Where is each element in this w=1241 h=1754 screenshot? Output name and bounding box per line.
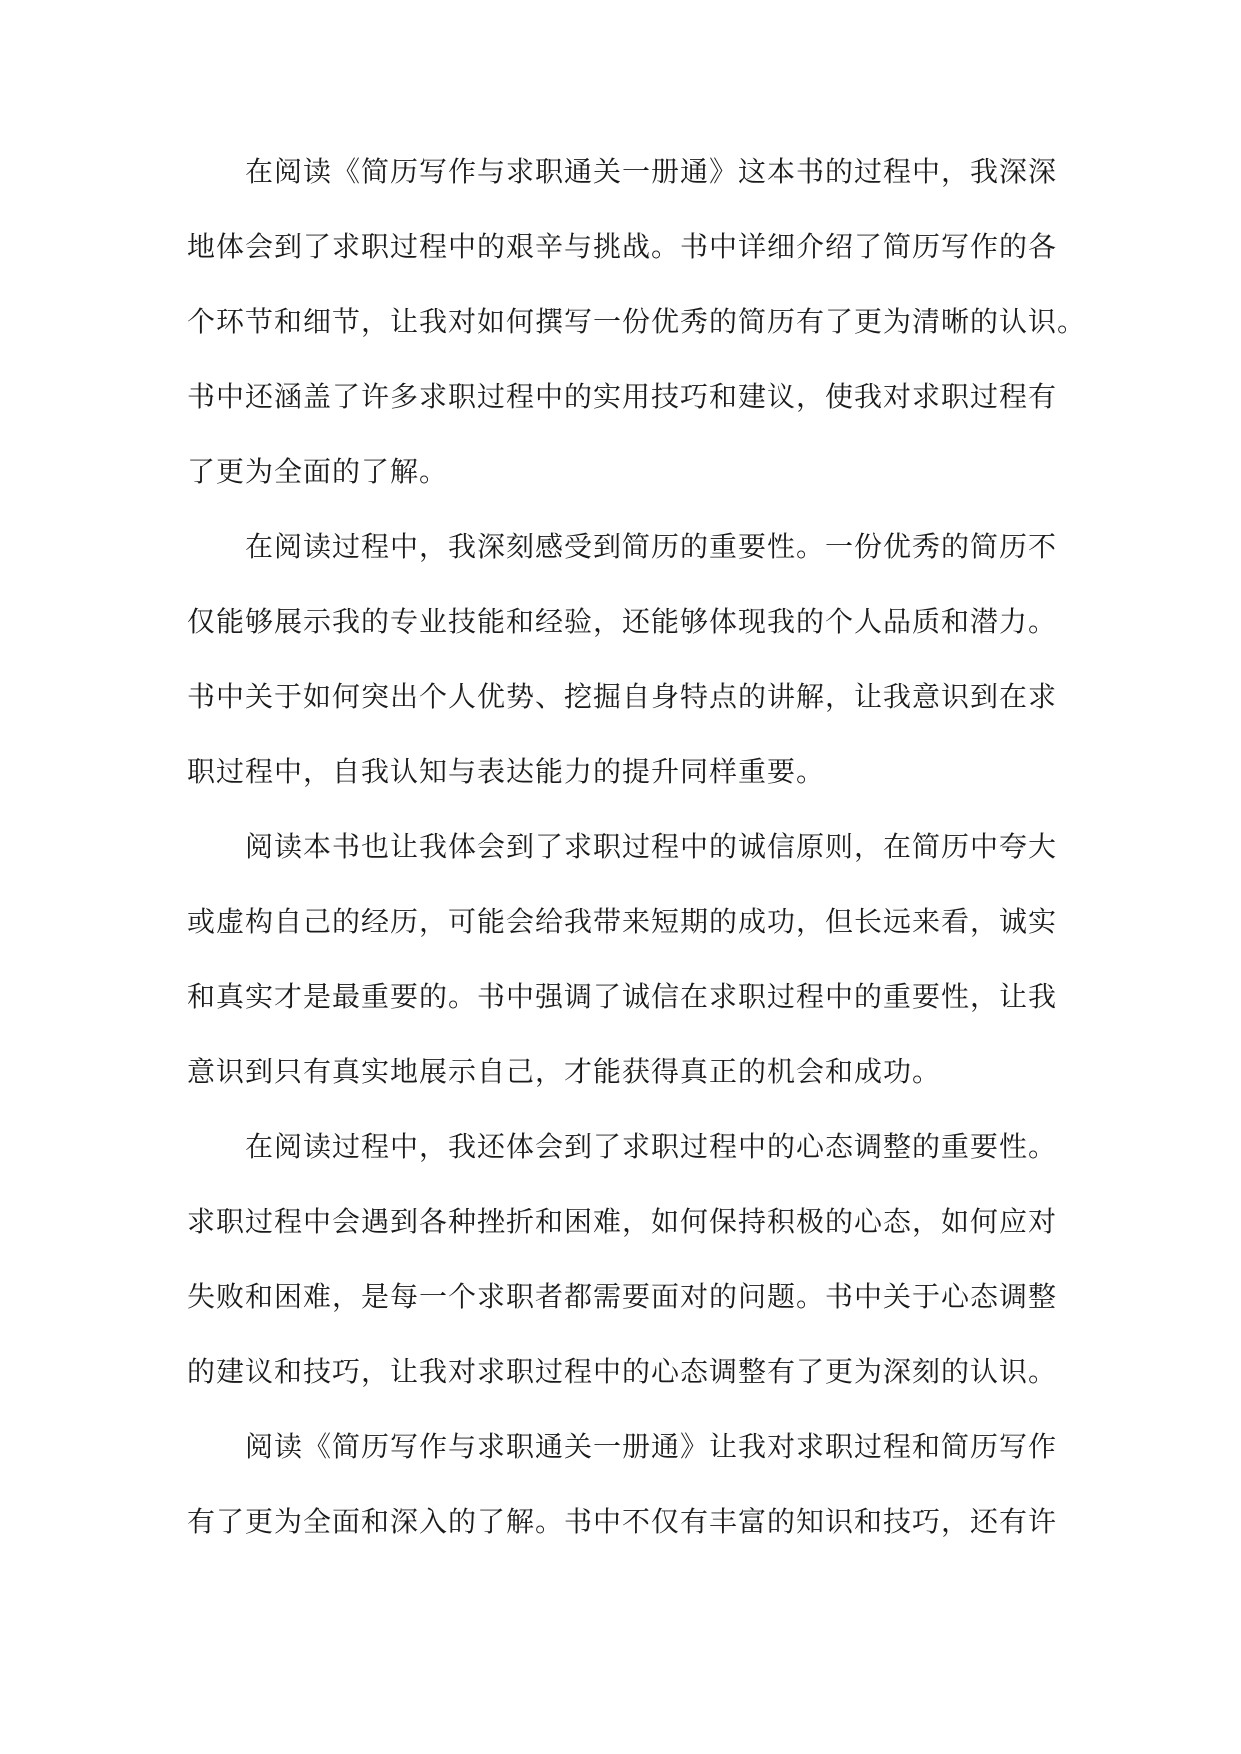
- paragraph-4-line-2: 求职过程中会遇到各种挫折和困难，如何保持积极的心态，如何应对: [187, 1205, 1058, 1238]
- paragraph-4-line-3: 失败和困难，是每一个求职者都需要面对的问题。书中关于心态调整: [187, 1280, 1058, 1313]
- paragraph-2-line-3: 书中关于如何突出个人优势、挖掘自身特点的讲解，让我意识到在求: [187, 680, 1058, 713]
- paragraph-2-line-2: 仅能够展示我的专业技能和经验，还能够体现我的个人品质和潜力。: [187, 605, 1058, 638]
- paragraph-5-line-2: 有了更为全面和深入的了解。书中不仅有丰富的知识和技巧，还有许: [187, 1505, 1058, 1538]
- paragraph-1-line-2: 地体会到了求职过程中的艰辛与挑战。书中详细介绍了简历写作的各: [187, 230, 1058, 263]
- paragraph-2-line-4: 职过程中，自我认知与表达能力的提升同样重要。: [187, 755, 826, 788]
- paragraph-3-line-1: 阅读本书也让我体会到了求职过程中的诚信原则，在简历中夸大: [245, 830, 1058, 863]
- paragraph-4-line-1: 在阅读过程中，我还体会到了求职过程中的心态调整的重要性。: [245, 1130, 1058, 1163]
- paragraph-1-line-3: 个环节和细节，让我对如何撰写一份优秀的简历有了更为清晰的认识。: [187, 305, 1087, 338]
- paragraph-1-line-5: 了更为全面的了解。: [187, 455, 449, 488]
- paragraph-3-line-4: 意识到只有真实地展示自己，才能获得真正的机会和成功。: [187, 1055, 942, 1088]
- paragraph-5-line-1: 阅读《简历写作与求职通关一册通》让我对求职过程和简历写作: [245, 1430, 1058, 1463]
- paragraph-3-line-3: 和真实才是最重要的。书中强调了诚信在求职过程中的重要性，让我: [187, 980, 1058, 1013]
- paragraph-4-line-4: 的建议和技巧，让我对求职过程中的心态调整有了更为深刻的认识。: [187, 1355, 1058, 1388]
- paragraph-3-line-2: 或虚构自己的经历，可能会给我带来短期的成功，但长远来看，诚实: [187, 905, 1058, 938]
- paragraph-1-line-1: 在阅读《简历写作与求职通关一册通》这本书的过程中，我深深: [245, 155, 1058, 188]
- paragraph-2-line-1: 在阅读过程中，我深刻感受到简历的重要性。一份优秀的简历不: [245, 530, 1058, 563]
- paragraph-1-line-4: 书中还涵盖了许多求职过程中的实用技巧和建议，使我对求职过程有: [187, 380, 1058, 413]
